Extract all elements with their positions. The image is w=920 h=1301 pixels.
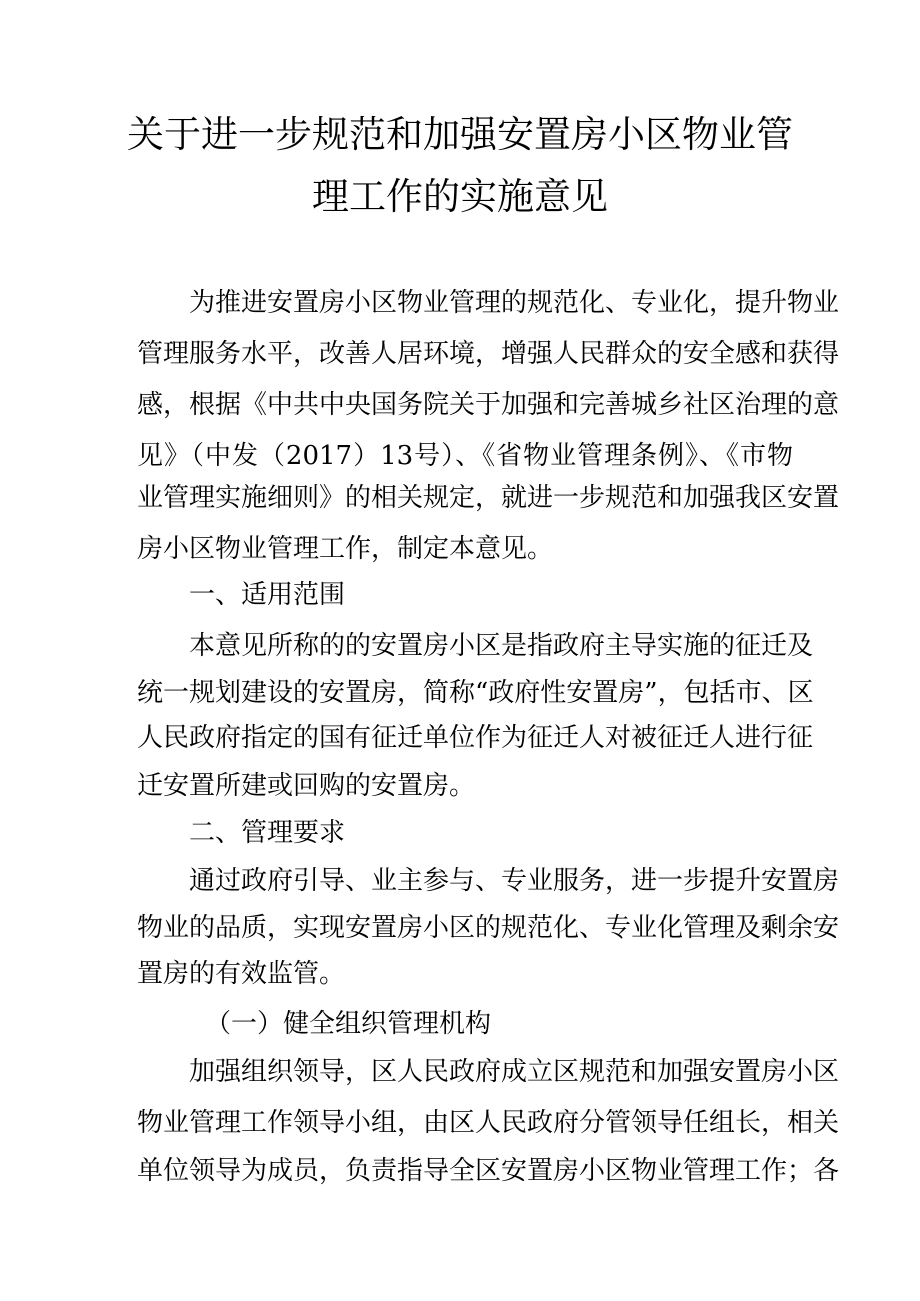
paragraph-4-line-1: 加强组织领导，区人民政府成立区规范和加强安置房小区 [189, 1057, 840, 1087]
paragraph-2-line-3: 人民政府指定的国有征迁单位作为征迁人对被征迁人进行征 [137, 723, 814, 753]
section-1-heading: 一、适用范围 [189, 580, 346, 610]
paragraph-4-line-3: 单位领导为成员，负责指导全区安置房小区物业管理工作；各 [137, 1156, 840, 1186]
section-2-heading: 二、管理要求 [189, 818, 346, 848]
paragraph-2-line-1: 本意见所称的的安置房小区是指政府主导实施的征迁及 [189, 631, 814, 661]
paragraph-1-line-2: 管理服务水平，改善人居环境，增强人民群众的安全感和获得 [137, 339, 840, 369]
paragraph-2-line-4: 迁安置所建或回购的安置房。 [137, 771, 476, 801]
paragraph-3-line-1: 通过政府引导、业主参与、专业服务，进一步提升安置房 [189, 866, 840, 896]
paragraph-2-line-2: 统一规划建设的安置房，简称“政府性安置房”，包括市、区 [137, 678, 814, 708]
paragraph-1-line-6: 房小区物业管理工作，制定本意见。 [137, 534, 554, 564]
paragraph-3-line-3: 置房的有效监管。 [137, 959, 346, 989]
paragraph-1-line-4: 见》（中发（2017）13号）、《省物业管理条例》、《市物 [137, 441, 793, 471]
paragraph-1-line-5: 业管理实施细则》的相关规定，就进一步规范和加强我区安置 [137, 483, 840, 513]
paragraph-3-line-2: 物业的品质，实现安置房小区的规范化、专业化管理及剩余安 [137, 913, 840, 943]
paragraph-4-line-2: 物业管理工作领导小组，由区人民政府分管领导任组长，相关 [137, 1108, 840, 1138]
paragraph-1-line-1: 为推进安置房小区物业管理的规范化、专业化，提升物业 [189, 288, 840, 318]
document-title-line-2: 理工作的实施意见 [312, 175, 608, 218]
subsection-1-heading: （一）健全组织管理机构 [205, 1009, 492, 1039]
paragraph-1-line-3: 感，根据《中共中央国务院关于加强和完善城乡社区治理的意 [137, 390, 840, 420]
document-title-line-1: 关于进一步规范和加强安置房小区物业管 [127, 113, 793, 156]
